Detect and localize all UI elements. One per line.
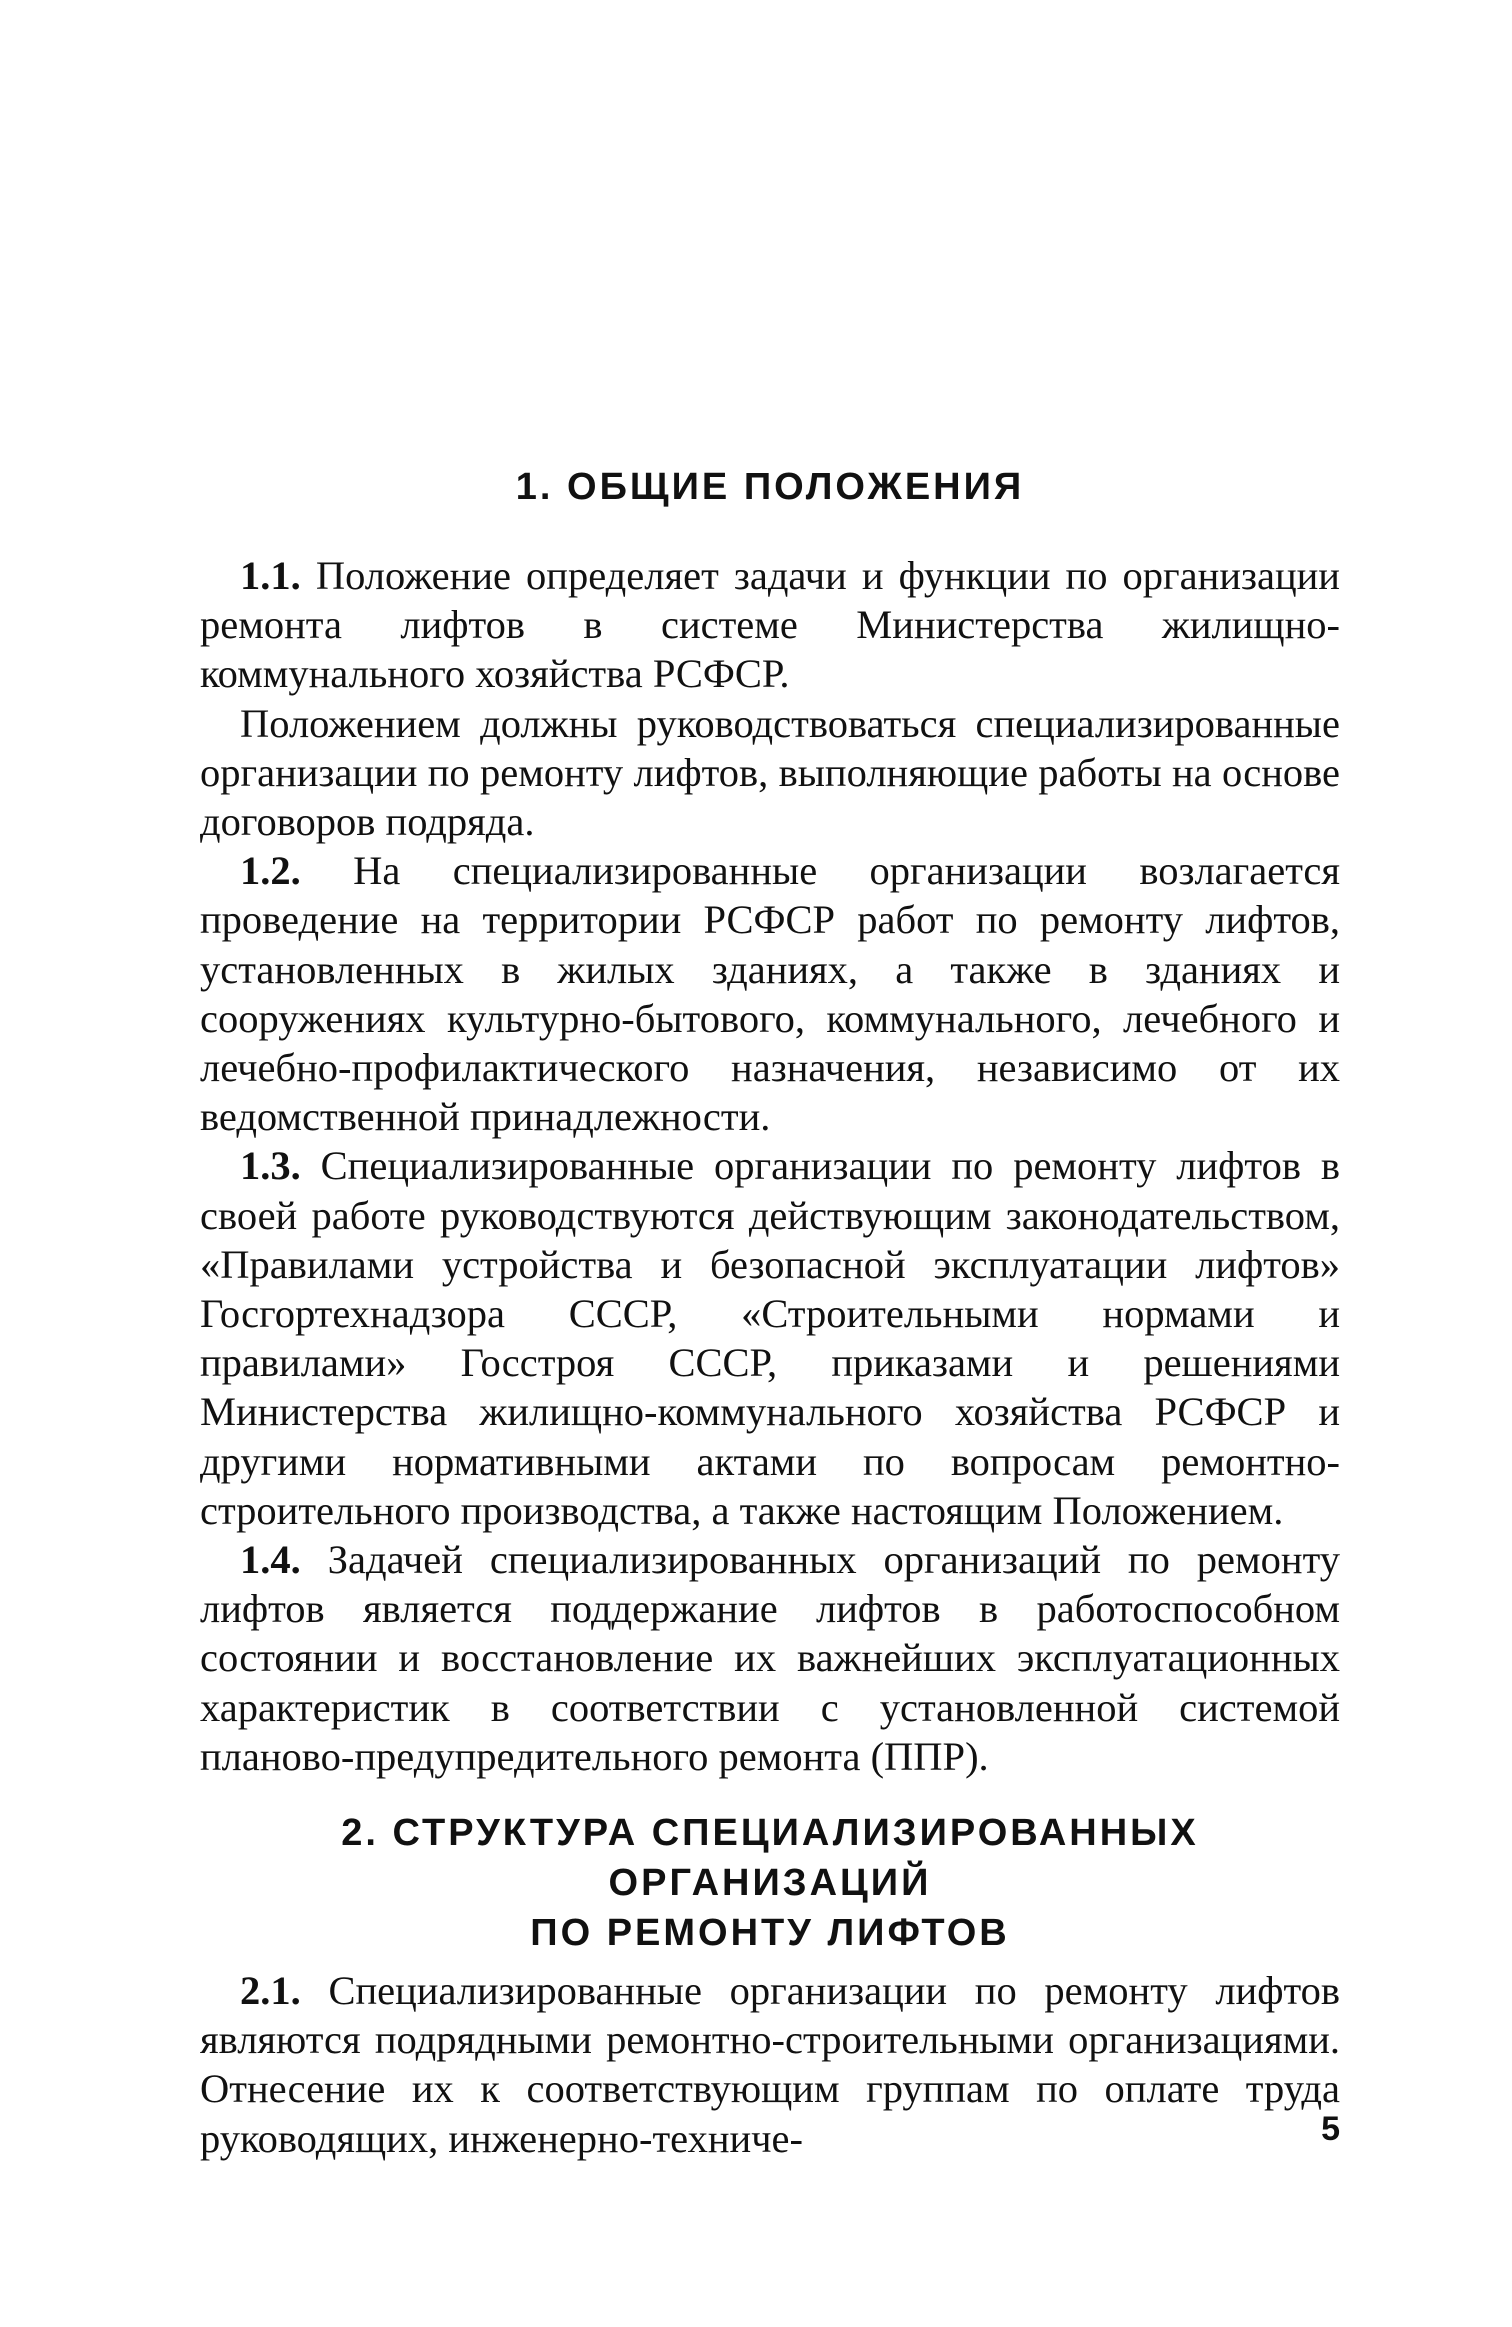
paragraph-number: 1.1. — [240, 553, 301, 598]
paragraph-text: Специализированные организации по ремонту лифтов в своей работе руководствуются действующим законодательством, «Правилами устройства и безопасной эксплуатации лифтов» Госгортехнадзора СССР, «Строительными нормами и правилами» Госстроя СССР, приказами и решениями Министерства жилищно-коммунального хозяйства РСФСР и другими нормативными актами по вопросам ремонтно-строительного производства, а также настоящим Положением. — [200, 1143, 1340, 1533]
paragraph-1-3 — [200, 1141, 1340, 1535]
section-1-body — [200, 551, 1340, 1781]
paragraph-number: 1.4. — [240, 1537, 301, 1583]
paragraph-1-4 — [200, 1535, 1340, 1781]
paragraph-1-1 — [200, 551, 1340, 699]
page-number: 5 — [1321, 2110, 1340, 2148]
paragraph-1-1-continued — [200, 699, 1340, 847]
paragraph-number: 1.3. — [240, 1143, 301, 1189]
paragraph-1-2 — [200, 846, 1340, 1141]
paragraph-text: Положение определяет задачи и функции по организации ремонта лифтов в системе Министерства жилищно-коммунального хозяйства РСФСР. — [200, 553, 1340, 697]
section-2-body — [200, 1966, 1340, 2163]
section-2-heading-line-1: 2. СТРУКТУРА СПЕЦИАЛИЗИРОВАННЫХ ОРГАНИЗАЦИЙ — [341, 1812, 1199, 1904]
paragraph-number: 2.1. — [240, 1968, 301, 2013]
paragraph-text: На специализированные организации возлагается проведение на территории РСФСР работ по ремонту лифтов, установленных в жилых зданиях, а также в зданиях и сооружениях культурно-бытового, коммунального, лечебного и лечебно-профилактического назначения, независимо от их ведомственной принадлежности. — [200, 848, 1340, 1140]
section-2-heading-line-2: ПО РЕМОНТУ ЛИФТОВ — [530, 1912, 1010, 1954]
paragraph-text: Задачей специализированных организаций по ремонту лифтов является поддержание лифтов в работоспособном состоянии и восстановление их важнейших эксплуатационных характеристик в соответствии с установленной системой планово-предупредительного ремонта (ППР). — [200, 1537, 1340, 1779]
section-1-heading: 1. ОБЩИЕ ПОЛОЖЕНИЯ — [515, 466, 1025, 508]
paragraph-2-1 — [200, 1966, 1340, 2163]
paragraph-text: Специализированные организации по ремонту лифтов являются подрядными ремонтно-строительными организациями. Отнесение их к соответствующим группам по оплате труда руководящих, инженерно-техниче- — [200, 1968, 1340, 2161]
paragraph-text: Положением должны руководствоваться специализированные организации по ремонту лифтов, выполняющие работы на основе договоров подряда. — [200, 700, 1340, 845]
section-2-heading — [200, 1808, 1340, 1958]
paragraph-number: 1.2. — [240, 848, 301, 894]
